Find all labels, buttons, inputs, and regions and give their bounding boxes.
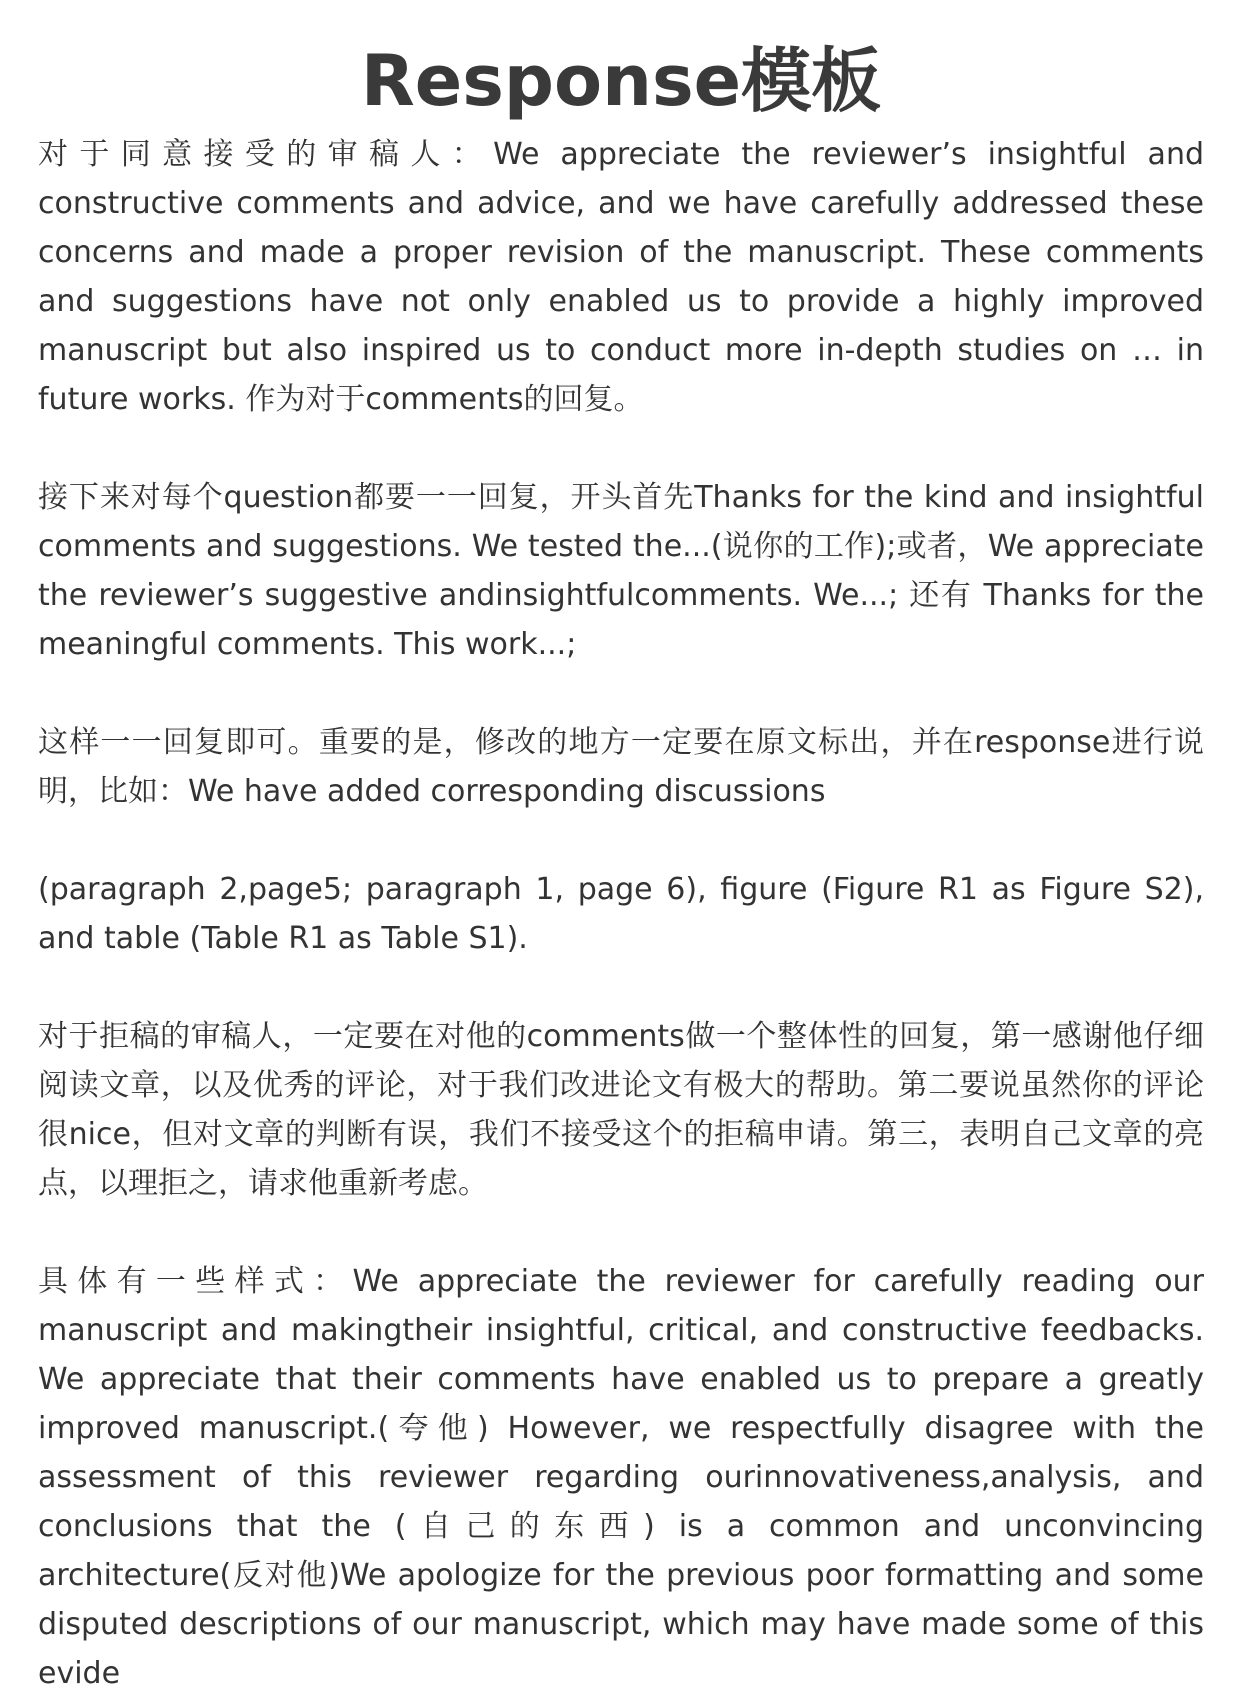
page-title: Response模板: [360, 40, 882, 122]
paragraph-reject-reviewer: 对于拒稿的审稿人，一定要在对他的comments做一个整体性的回复，第一感谢他仔细阅读文章，以及优秀的评论，对于我们改进论文有极大的帮助。第二要说虽然你的评论很nice，但对文章的判断有误，我们不接受这个的拒稿申请。第三，表明自己文章的亮点，以理拒之，请求他重新考虑。: [38, 1019, 1204, 1201]
paragraph-locations: (paragraph 2,page5; paragraph 1, page 6), figure (Figure R1 as Figure S2), and table (Table R1 as Table S1).: [38, 872, 1204, 956]
paragraph-mark-changes: 这样一一回复即可。重要的是，修改的地方一定要在原文标出，并在response进行说明，比如：We have added corresponding discussions: [38, 725, 1204, 809]
document-page: [38, 38, 1204, 1698]
paragraph-sample-style: 具体有一些样式：We appreciate the reviewer for carefully reading our manuscript and makingtheir insightful, critical, and constructive feedbacks. We appreciate that their comments have enabled us to prepare a greatly improved manuscript.(夸他) However, we respectfully disagree with the assessment of this reviewer regarding ourinnovativeness,analysis, and conclusions that the (自己的东西) is a common and unconvincing architecture(反对他)We apologize for the previous poor formatting and some disputed descriptions of our manuscript, which may have made some of this evide: [38, 1264, 1204, 1691]
paragraph-per-question: 接下来对每个question都要一一回复，开头首先Thanks for the kind and insightful comments and suggestions. We tested the...(说你的工作);或者，We appreciate the reviewer’s suggestive andinsightfulcomments. We...; 还有 Thanks for the meaningful comments. This work...;: [38, 480, 1204, 662]
paragraph-accept-reviewer: 对于同意接受的审稿人：We appreciate the reviewer’s insightful and constructive comments and advice, and we have carefully addressed these concerns and made a proper revision of the manuscript. These comments and suggestions have not only enabled us to provide a highly improved manuscript but also inspired us to conduct more in-depth studies on … in future works. 作为对于comments的回复。: [38, 137, 1204, 417]
